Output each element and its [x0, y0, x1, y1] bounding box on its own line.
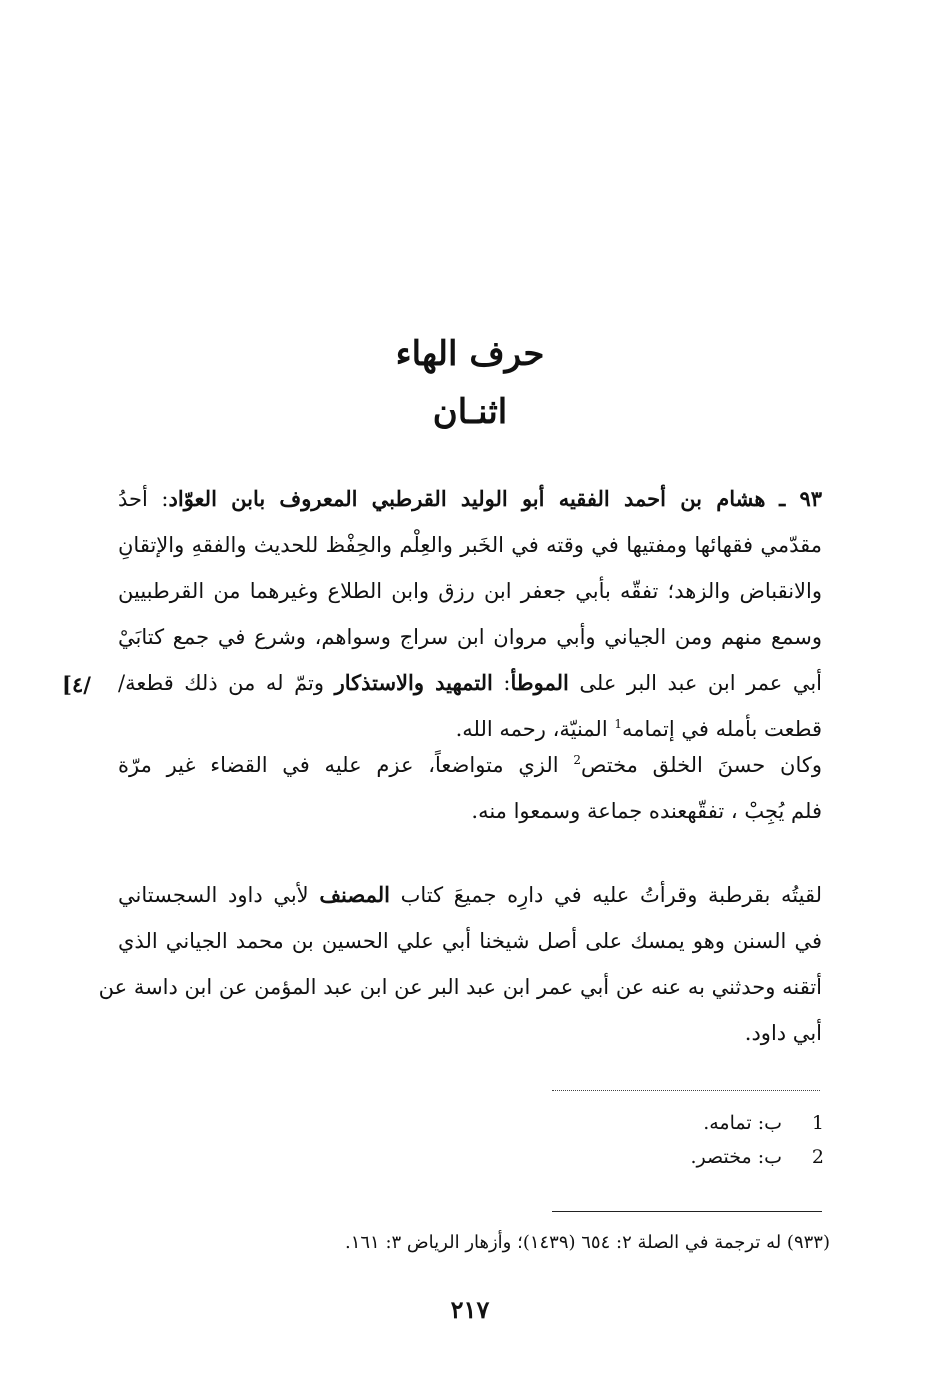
- text-line: أتقنه وحدثني به عنه عن أبي عمر ابن عبد البر عن ابن عبد المؤمن عن ابن داسة عن: [98, 975, 822, 999]
- book-title: المصنف: [319, 882, 390, 907]
- page-number: ٢١٧: [450, 1295, 490, 1324]
- footnote: [500, 1106, 824, 1140]
- text-line: [118, 742, 822, 788]
- footnote-number: 2: [811, 1146, 824, 1168]
- text-fragment: وتمّ له من ذلك قطعة/: [118, 671, 325, 695]
- text-fragment: :: [503, 671, 511, 695]
- text-fragment: : أحدُ: [118, 487, 169, 511]
- text-line: والانقباض والزهد؛ تفقّه بأبي جعفر ابن رزق وابن الطلاع وغيرهما من القرطبيين: [118, 579, 822, 603]
- text-line: [118, 476, 822, 522]
- footnote-marker: 2: [573, 753, 581, 767]
- text-line: [118, 660, 822, 706]
- footnote-marker: 1: [614, 717, 622, 731]
- text-fragment: قطعت بأمله في إتمامه: [621, 717, 822, 741]
- entry-name: هشام بن أحمد الفقيه أبو الوليد القرطبي المعروف بابن العوّاد: [168, 486, 766, 511]
- chapter-heading: حرف الهاء: [395, 334, 545, 374]
- paragraph-3: [98, 872, 822, 1056]
- section-subheading: اثنـان: [432, 392, 508, 432]
- footnote-separator: [552, 1090, 820, 1091]
- text-fragment: أبي عمر ابن عبد البر على: [579, 671, 823, 695]
- text-line: أبي داود.: [744, 1021, 822, 1045]
- footnote: [500, 1140, 824, 1174]
- bibliography-separator: [552, 1211, 822, 1212]
- margin-page-reference: [٤/: [62, 672, 91, 697]
- footnote-text: ب: مختصر.: [690, 1146, 782, 1168]
- paragraph-2: [118, 742, 822, 834]
- footnotes: [500, 1106, 824, 1174]
- text-line: [118, 872, 822, 918]
- entry-93-paragraph: [118, 476, 822, 752]
- footnote-text: ب: تمامه.: [703, 1112, 782, 1134]
- entry-number: ٩٣ ـ: [779, 486, 823, 511]
- text-line: فلم يُجِبْ ، تفقّهعنده جماعة وسمعوا منه.: [471, 799, 822, 823]
- text-fragment: الزي متواضعاً، عزم عليه في القضاء غير مرّة: [118, 753, 559, 777]
- bibliography-note: (٩٣٣) له ترجمة في الصلة ٢: ٦٥٤ (١٤٣٩)؛ وأزهار الرياض ٣: ١٦١.: [344, 1232, 830, 1253]
- text-fragment: لقيتُه بقرطبة وقرأتُ عليه في دارِه جميعَ كتاب: [400, 883, 822, 907]
- text-line: مقدّمي فقهائها ومفتيها في وقته في الخَبر والعِلْم والحِفْظ للحديث والفقهِ والإتقانِ: [118, 533, 822, 557]
- footnote-number: 1: [811, 1112, 824, 1134]
- text-line: في السنن وهو يمسك على أصل شيخنا أبي علي الحسين بن محمد الجياني الذي: [118, 929, 822, 953]
- text-line: وسمع منهم ومن الجياني وأبي مروان ابن سراج وسواهم، وشرع في جمع كتابَيْ: [118, 625, 822, 649]
- book-title: التمهيد والاستذكار: [334, 670, 493, 695]
- text-fragment: المنيّة، رحمه الله.: [455, 717, 608, 741]
- book-title: الموطأ: [510, 670, 569, 695]
- text-fragment: لأبي داود السجستاني: [118, 883, 309, 907]
- text-fragment: وكان حسنَ الخلق مختص: [581, 753, 822, 777]
